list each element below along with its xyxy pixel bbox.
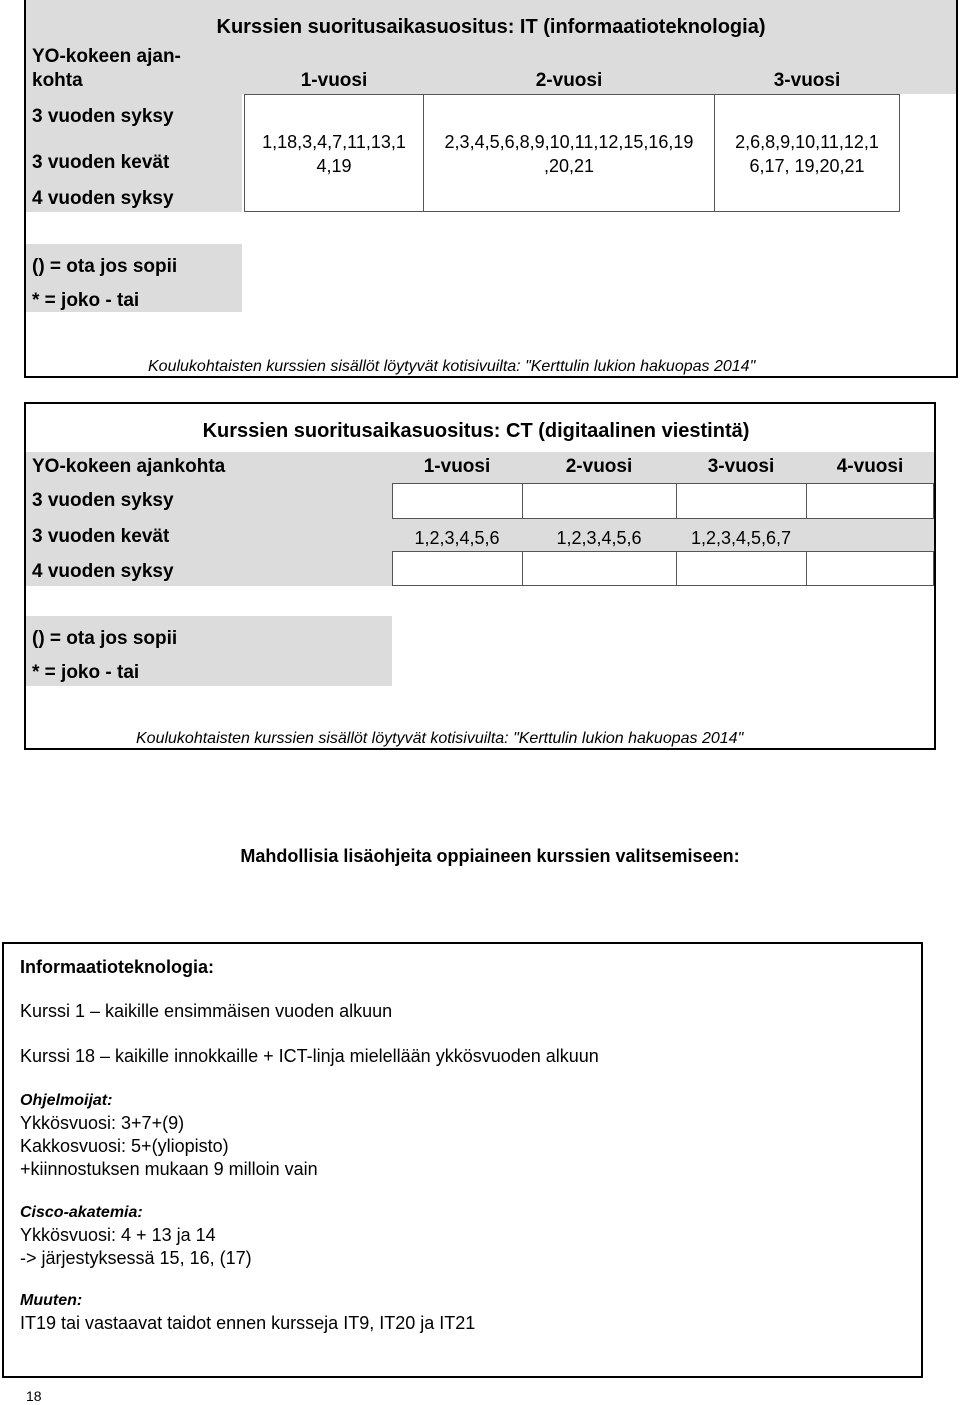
it-col-2-header: 2-vuosi	[535, 70, 603, 91]
it-title: Kurssien suoritusaikasuositus: IT (informaatioteknologia)	[216, 16, 766, 38]
it-legend-optional: () = ota jos sopii	[32, 256, 178, 277]
notes-subheading-other: Muuten:	[20, 1292, 83, 1309]
notes-line: Ykkösvuosi: 4 + 13 ja 14	[20, 1225, 216, 1245]
ct-cell-empty	[392, 551, 523, 586]
it-value-col-1-line-1: 1,18,3,4,7,11,13,1	[262, 132, 406, 152]
it-header-row-label-1: YO-kokeen ajan-	[32, 46, 181, 67]
ct-col-1-header: 1-vuosi	[423, 456, 491, 477]
ct-row-label: 4 vuoden syksy	[32, 561, 174, 582]
it-value-col-3-line-1: 2,6,8,9,10,11,12,1	[735, 132, 879, 152]
ct-col-2-header: 2-vuosi	[565, 456, 633, 477]
notes-heading: Informaatioteknologia:	[20, 957, 215, 977]
ct-header-row-label: YO-kokeen ajankohta	[32, 456, 226, 477]
it-schedule-box	[24, 0, 958, 378]
notes-line: Kurssi 1 – kaikille ensimmäisen vuoden alkuun	[20, 1001, 393, 1021]
it-col-3-header: 3-vuosi	[773, 70, 841, 91]
ct-cell-empty	[522, 483, 677, 519]
ct-col-4-header: 4-vuosi	[836, 456, 904, 477]
it-value-col-1-line-2: 4,19	[316, 156, 352, 176]
ct-row-label: 3 vuoden syksy	[32, 490, 174, 511]
ct-cell-empty	[676, 551, 807, 586]
notes-subheading-programmers: Ohjelmoijat:	[20, 1092, 113, 1109]
it-legend-either-or: * = joko - tai	[32, 290, 140, 311]
ct-cell-empty	[392, 483, 523, 519]
ct-value-col-3: 1,2,3,4,5,6,7	[690, 528, 792, 548]
ct-legend-optional: () = ota jos sopii	[32, 628, 178, 649]
it-row-label: 3 vuoden kevät	[32, 152, 170, 173]
notes-box	[2, 942, 923, 1378]
notes-line: Kurssi 18 – kaikille innokkaille + ICT-linja mielellään ykkösvuoden alkuun	[20, 1046, 599, 1066]
ct-footer-note: Koulukohtaisten kurssien sisällöt löytyvät kotisivuilta: "Kerttulin lukion hakuopas 2014"	[136, 730, 744, 747]
it-value-col-3-line-2: 6,17, 19,20,21	[749, 156, 865, 176]
it-footer-note: Koulukohtaisten kurssien sisällöt löytyvät kotisivuilta: "Kerttulin lukion hakuopas 2014"	[148, 358, 756, 375]
notes-line: IT19 tai vastaavat taidot ennen kursseja IT9, IT20 ja IT21	[20, 1313, 476, 1333]
notes-line: Kakkosvuosi: 5+(yliopisto)	[20, 1136, 229, 1156]
section-heading: Mahdollisia lisäohjeita oppiaineen kurssien valitsemiseen:	[240, 846, 740, 866]
ct-cell-empty	[676, 483, 807, 519]
notes-line: Ykkösvuosi: 3+7+(9)	[20, 1113, 185, 1133]
notes-line: -> järjestyksessä 15, 16, (17)	[20, 1248, 252, 1268]
notes-subheading-cisco: Cisco-akatemia:	[20, 1204, 143, 1221]
it-value-col-2-line-1: 2,3,4,5,6,8,9,10,11,12,15,16,19	[444, 132, 694, 152]
ct-title: Kurssien suoritusaikasuositus: CT (digitaalinen viestintä)	[202, 420, 750, 442]
it-row-label: 4 vuoden syksy	[32, 188, 174, 209]
ct-col-3-header: 3-vuosi	[707, 456, 775, 477]
ct-cell-empty	[522, 551, 677, 586]
it-row-label: 3 vuoden syksy	[32, 106, 174, 127]
it-col-1-header: 1-vuosi	[300, 70, 368, 91]
it-value-col-2-line-2: ,20,21	[543, 156, 595, 176]
page-number: 18	[26, 1388, 42, 1404]
ct-legend-either-or: * = joko - tai	[32, 662, 140, 683]
ct-value-col-2: 1,2,3,4,5,6	[556, 528, 642, 548]
ct-cell-empty	[806, 483, 934, 519]
it-header-row-label-2: kohta	[32, 70, 83, 91]
notes-line: +kiinnostuksen mukaan 9 milloin vain	[20, 1159, 318, 1179]
ct-schedule-box	[24, 402, 936, 750]
ct-cell-empty	[806, 551, 934, 586]
ct-row-label: 3 vuoden kevät	[32, 526, 170, 547]
ct-value-col-1: 1,2,3,4,5,6	[414, 528, 500, 548]
